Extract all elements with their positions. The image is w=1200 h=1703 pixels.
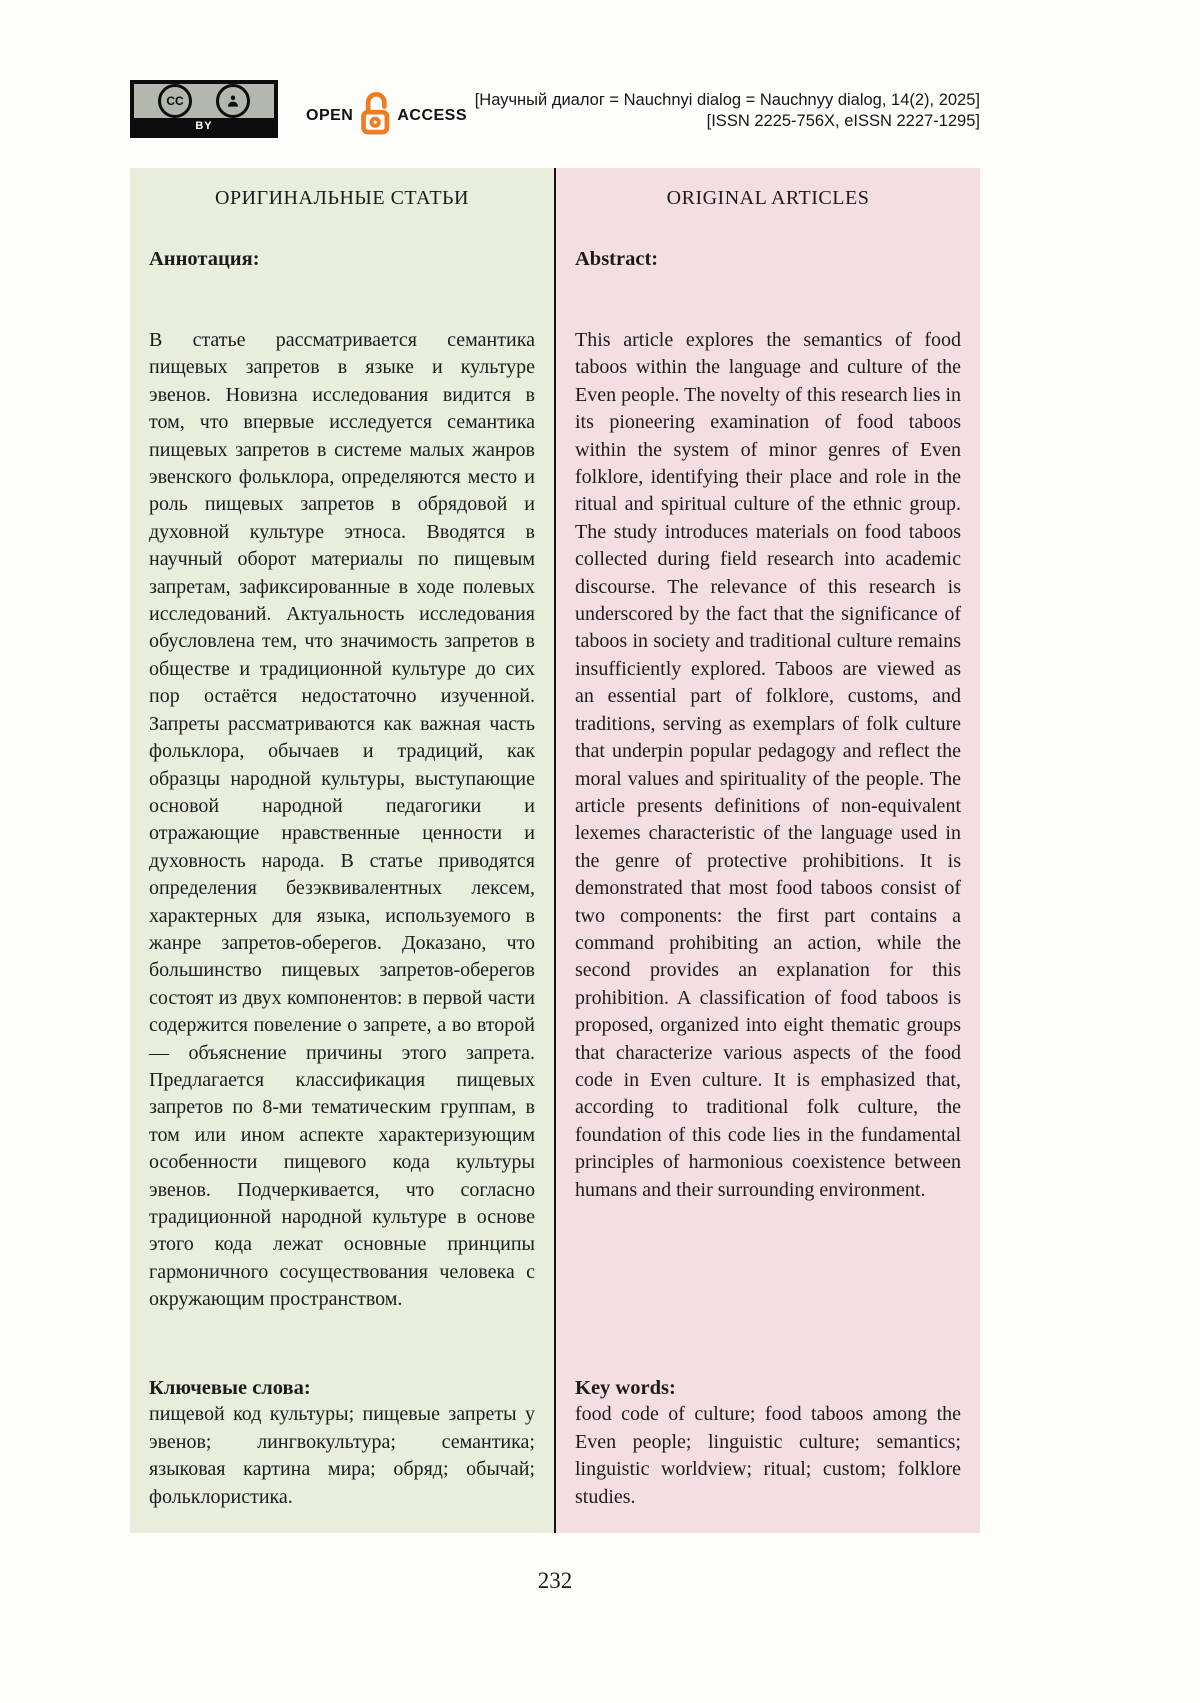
open-access-logo (306, 90, 467, 141)
keywords-block-ru (149, 1377, 535, 1511)
abstract-label-en: Abstract: (575, 248, 659, 270)
keywords-block-en (575, 1377, 961, 1511)
section-header-ru: ОРИГИНАЛЬНЫЕ СТАТЬИ (215, 187, 469, 209)
page-header (130, 80, 980, 141)
open-access-lock-icon (358, 90, 392, 141)
section-header-en: ORIGINAL ARTICLES (666, 187, 870, 209)
attribution-person-icon (216, 84, 250, 118)
cc-by-license-badge (130, 80, 278, 138)
abstract-columns (130, 168, 980, 1533)
journal-citation-line2: [ISSN 2225-756X, eISSN 2227-1295] (706, 112, 980, 130)
russian-column (130, 168, 554, 1533)
cc-icon: CC (158, 84, 192, 118)
page-number: 232 (537, 1568, 573, 1593)
abstract-label-ru: Аннотация: (149, 248, 260, 270)
keywords-label-en: Key words: (575, 1377, 676, 1400)
keywords-text-ru: пищевой код культуры; пищевые запреты у эвенов; лингвокультура; семантика; языковая картина мира; обряд; обычай; фольклористика. (149, 1403, 535, 1508)
cc-badge-circles (134, 84, 274, 118)
abstract-text-ru: В статье рассматривается семантика пищевых запретов в языке и культуре эвенов. Новизна исследования видится в том, что впервые исследуется семантика пищевых запретов в системе малых жанров эвенского фольклора, определяются место и роль пищевых запретов в обрядовой и духовной культуре этноса. Вводятся в научный оборот материалы по пищевым запретам, зафиксированные в ходе полевых исследований. Актуальность исследования обусловлена тем, что значимость запретов в обществе и традиционной культуре до сих пор остаётся недостаточно изученной. Запреты рассматриваются как важная часть фольклора, обычаев и традиций, как образцы народной культуры, выступающие основой народной педагогики и отражающие нравственные ценности и духовность народа. В статье приводятся определения безэквивалентных лексем, характерных для языка, используемого в жанре запретов-оберегов. Доказано, что большинство пищевых запретов-оберегов состоят из двух компонентов: в первой части содержится повеление о запрете, а во второй — объяснение причины этого запрета. Предлагается классификация пищевых запретов по 8-ми тематическим группам, в том или ином аспекте характеризующим особенности пищевого кода культуры эвенов. Подчеркивается, что согласно традиционной народной культуре в основе этого кода лежат основные принципы гармоничного сосуществования человека с окружающим пространством. (149, 329, 535, 1311)
abstract-text-en: This article explores the semantics of food taboos within the language and culture of the Even people. The novelty of this research lies in its pioneering examination of food taboos within the system of minor genres of Even folklore, identifying their place and role in the ritual and spiritual culture of the ethnic group. The study introduces materials on food taboos collected during field research into academic discourse. The relevance of this research is underscored by the fact that the significance of taboos in society and traditional culture remains insufficiently explored. Taboos are viewed as an essential part of folklore, customs, and traditions, serving as exemplars of folk culture that underpin popular pedagogy and reflect the moral values and spirituality of the people. The article presents definitions of non-equivalent lexemes characteristic of the language used in the genre of protective prohibitions. It is demonstrated that most food taboos consist of two components: the first part contains a command prohibiting an action, while the second provides an explanation for this prohibition. A classification of food taboos is proposed, organized into eight thematic groups that characterize various aspects of the food code in Even culture. It is emphasized that, according to traditional folk culture, the foundation of this code lies in the fundamental principles of harmonious coexistence between humans and their surrounding environment. (575, 329, 961, 1201)
keywords-text-en: food code of culture; food taboos among the Even people; linguistic culture; semantics; linguistic worldview; ritual; custom; folklore studies. (575, 1403, 961, 1508)
journal-citation-line1: [Научный диалог = Nauchnyi dialog = Nauchnyy dialog, 14(2), 2025] (474, 91, 980, 109)
english-column (556, 168, 980, 1533)
cc-by-label: BY (134, 118, 274, 135)
journal-citation (475, 90, 980, 132)
open-access-open-label: OPEN (306, 106, 354, 124)
open-access-access-label: ACCESS (397, 106, 468, 124)
keywords-label-ru: Ключевые слова: (149, 1377, 311, 1400)
